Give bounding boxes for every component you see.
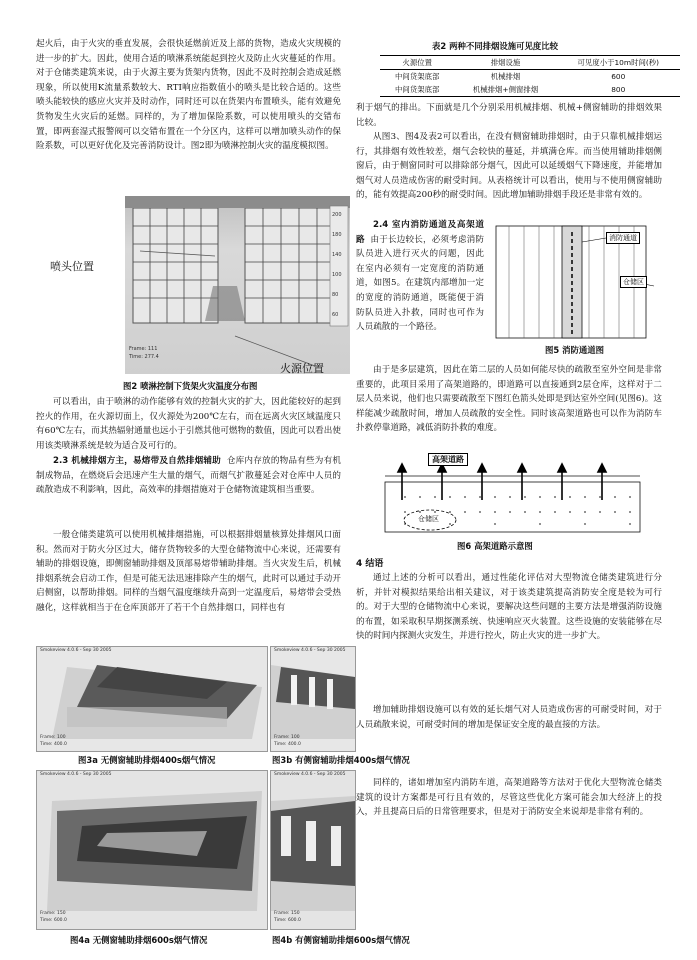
table-2-header-cell: 排烟设施 bbox=[490, 58, 521, 67]
right-paragraph-3: 由于是多层建筑，因此在第二层的人员如何能尽快的疏散至室外空间是非常重要的，此项目采用了高架道路的，即道路可以直接通到2层仓库，这样对于二层人员来说，他们也只需要疏散至下图红色箭头处即是到达室外空间(见图6)。这样能减少疏散时间，增加人员疏散的安全性。同时该高架道路也可以作为消防车扑救停靠道路，减低消防扑救的难度。 bbox=[356, 365, 662, 434]
fig2-rack-drawing bbox=[125, 196, 350, 374]
table-2-header-cell: 可见度小于10m时间(秒) bbox=[577, 58, 660, 67]
fig3b-time: Time: 400.0 bbox=[274, 742, 301, 747]
svg-text:80: 80 bbox=[332, 292, 339, 298]
fig5-caption: 图5 消防通道图 bbox=[545, 345, 604, 355]
table-2 bbox=[380, 55, 680, 97]
fig4a-caption: 图4a 无侧窗辅助排烟600s烟气情况 bbox=[70, 935, 208, 945]
fig2-legend-time: Time: 277.4 bbox=[129, 354, 159, 360]
table-cell: 600 bbox=[611, 72, 626, 81]
figure-3a bbox=[36, 646, 268, 752]
fig2-caption: 图2 喷淋控制下货架火灾温度分布图 bbox=[123, 381, 258, 391]
table-row bbox=[380, 83, 680, 97]
fig4b-smoke-render bbox=[271, 771, 355, 929]
svg-text:200: 200 bbox=[332, 212, 342, 218]
figure-3b bbox=[270, 646, 356, 752]
left-paragraph-3: 一般仓储类建筑可以使用机械排烟措施，可以根据排烟量核算处排烟风口面积。然而对于防火分区过大，储存货物较多的大型仓储物流中心来说，还需要有辅助的排烟设施，即侧窗辅助排烟及顶部易熔带辅助排烟。当火灾发生后，机械排烟系统会启动工作，但是可能无法迅速排除产生的烟气，此时可以通过手动开启侧窗，以帮助排烟。同样的当烟气温度继续升高到一定温度后，易熔带会受热融化，这样就相当于在仓库顶部开了若干个自然排烟口，同样也有 bbox=[36, 530, 341, 613]
left-paragraph-1: 起火后，由于火灾的垂直发展，会很快延燃前近及上部的货物，造成火灾规模的进一步的扩大。因此，使用合适的喷淋系统能起到控火及防止火灾蔓延的作用。对于仓储类建筑来说，由于火源主要为货架内货物，因此不及时控制会造成延燃现象，所以使用K流量系数较大、RTI响应指数值小的喷头是比较合适的。这些喷头能较快的感应火灾并及时动作，同时还可以在货架内布置喷头，能有效避免货物发生火灾后的延燃。同样的，为了增加保险系数，可以使用喷头的交错布置，即两套湿式报警阀可以交错布置在一个分区内，这样可以增加喷头动作的保险系数，可以更好优化及完善消防设计。图2即为喷淋控制火灾的温度模拟图。 bbox=[36, 39, 341, 152]
fig4b-caption: 图4b 有侧窗辅助排烟600s烟气情况 bbox=[272, 935, 410, 945]
right-paragraph-1: 利于烟气的排出。下面就是几个分别采用机械排烟、机械+侧窗辅助的排烟效果比较。 bbox=[356, 103, 662, 128]
figure-4b bbox=[270, 770, 356, 930]
svg-text:100: 100 bbox=[332, 272, 342, 278]
fig6-label-road: 高架道路 bbox=[428, 453, 468, 466]
figure-5 bbox=[494, 224, 662, 342]
fig4a-time: Time: 600.0 bbox=[40, 918, 67, 923]
fig5-label-channel: 消防通道 bbox=[606, 232, 640, 244]
table-cell: 机械排烟+侧窗排烟 bbox=[472, 85, 539, 94]
fig4a-header: Smokeview 4.0.6 - Sep 30 2005 bbox=[40, 772, 112, 777]
right-paragraph-2: 从图3、图4及表2可以看出，在没有侧窗辅助排烟时，由于只靠机械排烟运行，其排烟有效性较差，烟气会较快的蔓延，并填满仓库。而当使用辅助排烟侧窗后，由于侧窗同时可以排除部分烟气，因此可以延缓烟气下降速度，并能增加烟气对人员造成伤害的耐受时间。从表格统计可以看出，使用与不使用侧窗辅助的，能有效提高200秒的耐受时间。因此增加辅助排烟手段还是非常有效的。 bbox=[356, 132, 662, 201]
table-cell: 中间货架底部 bbox=[395, 72, 440, 81]
section-4-heading: 4 结语 bbox=[356, 559, 384, 569]
figure-2 bbox=[50, 196, 350, 376]
figure-4a bbox=[36, 770, 268, 930]
table-row bbox=[380, 70, 680, 84]
fig3a-caption: 图3a 无侧窗辅助排烟400s烟气情况 bbox=[78, 755, 216, 765]
left-paragraph-2: 可以看出，由于喷淋的动作能够有效的控制火灾的扩大，因此能较好的起到控火的作用，在火源切面上，仅火源处为200℃左右，而在远离火灾区域温度只有60℃左右，而其热辐射通量也远小于引燃其他可燃物的数值，因此可以看出使用该类喷淋系统是较为适合及可行的。 bbox=[36, 397, 341, 451]
fig3a-smoke-render bbox=[37, 647, 267, 751]
table-2-header-row bbox=[380, 56, 680, 70]
section-2-4-heading: 2.4 室内消防通道及高架道路 bbox=[356, 220, 484, 245]
table-cell: 机械排烟 bbox=[490, 72, 521, 81]
fig4a-frame: Frame: 150 bbox=[40, 911, 66, 916]
fig4b-header: Smokeview 4.0.6 - Sep 30 2005 bbox=[274, 772, 346, 777]
fig2-image bbox=[125, 196, 350, 374]
fig3b-header: Smokeview 4.0.6 - Sep 30 2005 bbox=[274, 648, 346, 653]
fig3a-frame: Frame: 100 bbox=[40, 735, 66, 740]
section-2-3-body: 仓库内存放的物品有些为有机制成物品，在燃烧后会迅速产生大量的烟气，而烟气扩散蔓延会对仓库中人员的疏散造成不利影响，因此，高效率的排烟措施对于仓储物流建筑相当重要。 bbox=[36, 456, 341, 496]
section-2-3-heading: 2.3 机械排烟方主，易熔带及自然排烟辅助 bbox=[53, 456, 221, 466]
fig3b-frame: Frame: 100 bbox=[274, 735, 300, 740]
conclusion-paragraph-1: 通过上述的分析可以看出，通过性能化评估对大型物流仓储类建筑进行分析，并针对模拟结果给出相关建议，对于该类建筑提高消防安全度是较为可行的。对于大型的仓储物流中心来说，要解决这些问题的主要方法是增强消防设施的布置，如采取积早期探测系统、快速响应灭火装置。这些设施的安装能够在尽快的时间内探测火灾发生，并进行控火，防止火灾的进一步扩大。 bbox=[356, 573, 662, 642]
table-2-title: 表2 两种不同排烟设施可见度比较 bbox=[432, 41, 558, 51]
conclusion-paragraph-3: 同样的，诸如增加室内消防车道，高架道路等方法对于优化大型物流仓储类建筑的设计方案都是可行且有效的，尽管这些优化方案可能会加大经济上的投入，并且提高日后的日常管理要求，但是对于消防安全来说却是非常有利的。 bbox=[356, 778, 662, 818]
fig6-caption: 图6 高架道路示意图 bbox=[457, 541, 533, 551]
svg-text:60: 60 bbox=[332, 312, 339, 318]
svg-text:180: 180 bbox=[332, 232, 342, 238]
fig4b-time: Time: 600.0 bbox=[274, 918, 301, 923]
conclusion-paragraph-2: 增加辅助排烟设施可以有效的延长烟气对人员造成伤害的可耐受时间，对于人员疏散来说，可耐受时间的增加是保证安全度的最直接的方法。 bbox=[356, 705, 662, 730]
fig3b-caption: 图3b 有侧窗辅助排烟400s烟气情况 bbox=[272, 755, 410, 765]
fig4a-smoke-render bbox=[37, 771, 267, 929]
section-2-4 bbox=[356, 218, 484, 335]
fig2-label-nozzle: 喷头位置 bbox=[50, 260, 94, 273]
figure-6 bbox=[380, 452, 645, 534]
table-cell: 中间货架底部 bbox=[395, 85, 440, 94]
svg-text:140: 140 bbox=[332, 252, 342, 258]
fig5-label-warehouse: 仓储区 bbox=[620, 276, 647, 288]
section-2-3 bbox=[36, 454, 341, 498]
section-2-4-body: 由于长边较长，必须考虑消防队员进入进行灭火的问题，因此在室内必须有一定宽度的消防通道，如图5。在建筑内部增加一定的宽度的消防通道，既能便于消防队员进入扑救，同时也可作为人员疏散的一个路径。 bbox=[356, 234, 484, 333]
table-cell: 800 bbox=[611, 85, 626, 94]
fig4b-frame: Frame: 150 bbox=[274, 911, 300, 916]
fig2-label-fire: 火源位置 bbox=[280, 362, 324, 375]
table-2-header-cell: 火源位置 bbox=[402, 58, 432, 67]
fig3a-header: Smokeview 4.0.6 - Sep 30 2005 bbox=[40, 648, 112, 653]
fig6-label-storage: 仓储区 bbox=[418, 515, 439, 523]
fig2-legend-frame: Frame: 111 bbox=[129, 346, 158, 352]
fig3a-time: Time: 400.0 bbox=[40, 742, 67, 747]
